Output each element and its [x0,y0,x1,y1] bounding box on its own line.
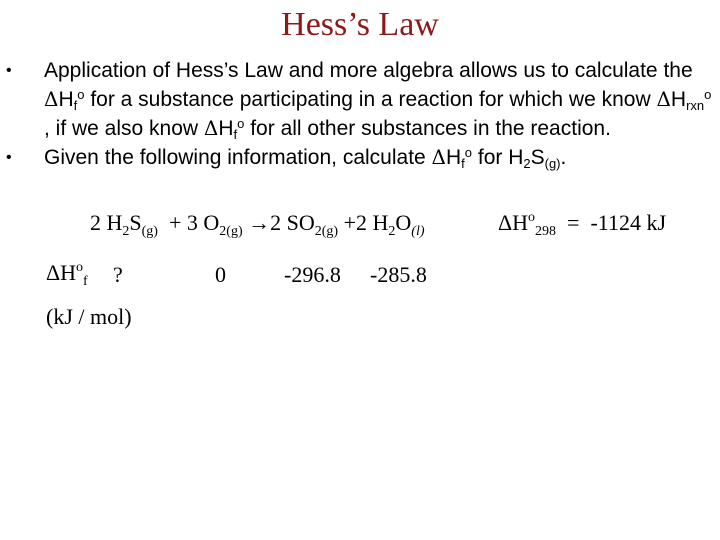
bullet-marker: • [6,62,12,79]
bullet-text-2: Given the following information, calculate $\Delta H_f^o$ for $H_2S_{(g)}$. [44,145,567,171]
bullet-marker: • [6,149,12,166]
unit-label: (kJ / mol) [46,304,132,329]
so2-hf-value: -296.8 [284,262,341,287]
bullet-item-2 [0,143,720,172]
bullet-item-1 [0,56,720,143]
enthalpy-of-reaction: $\Delta H^o_{298} = -1124$ kJ [498,210,667,239]
o2-hf-value: 0 [215,262,226,287]
reaction-equation: 2 $H_2S_{(g)} + 3$ $O_{2(g)} \to 2$ $SO_{2(g)} +2$ $H_2O_{(l)}$ [90,210,425,239]
bullet-text-1: Application of Hess’s Law and more algebra allows us to calculate the $\Delta H_f^o$ for a substance participating in a reaction for which we know $\Delta H_{rxn}^o$ , if we also know $\Delta H_f^o$ for all other substances in the reaction. [44,59,712,142]
h2s-hf-value: ? [113,262,123,287]
h2o-hf-value: -285.8 [370,262,427,287]
hf-row-label: $\Delta H^o_f$ [46,260,88,289]
slide-title: Hess’s Law [281,6,439,43]
bullet-list [0,56,720,172]
